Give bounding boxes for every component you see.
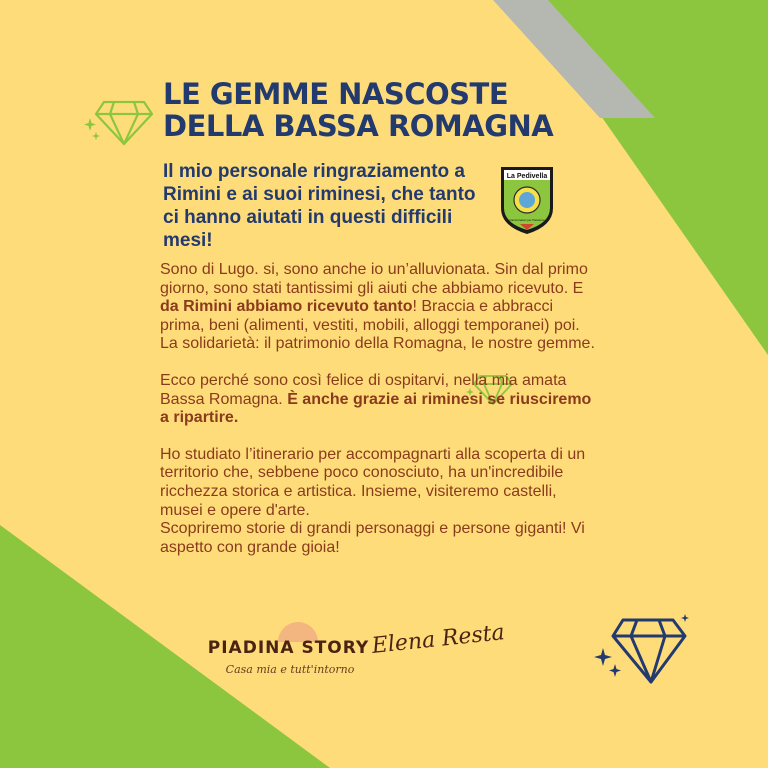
p1-text-a: Sono di Lugo. si, sono anche io un’alluvionata. Sin dal primo giorno, sono stati tantissimi gli aiuti che abbiamo ricevuto. E (160, 261, 588, 297)
badge-name: La Pedivella (506, 173, 548, 180)
title-line-1: LE GEMME NASCOSTE (163, 77, 509, 111)
p2-text-bold: È anche grazie ai riminesi se riusciremo a ripartire. (160, 390, 592, 427)
brand-tagline: Casa mia e tutt'intorno (225, 663, 355, 676)
subtitle: Il mio personale ringraziamento a Rimini e ai suoi riminesi, che tanto ci hanno aiutati in questi difficili mesi! (163, 161, 476, 251)
title-line-2: DELLA BASSA ROMAGNA (163, 109, 554, 143)
page-title (163, 78, 583, 142)
paragraph-1 (160, 261, 600, 354)
la-pedivella-badge (498, 164, 556, 236)
p3-text-a: Ho studiato l’itinerario per accompagnarti alla scoperta di un territorio che, sebbene poco conosciuto, ha un'incredibile ricchezza storica e artistica. Insieme, visiteremo castelli, musei e opere d'arte. (160, 445, 586, 519)
p3-text-b: Scopriremo storie di grandi personaggi e persone giganti! Vi aspetto con grande gioia! (160, 520, 585, 556)
diamond-sparkle-icon (84, 96, 156, 148)
p1-text-bold: da Rimini abbiamo ricevuto tanto (160, 298, 413, 316)
paragraph-3 (160, 446, 600, 558)
p2-text-a: Ecco perché sono così felice di ospitarvi, nella mia amata Bassa Romagna. (160, 371, 567, 408)
brand-name: PIADINA STORY (207, 638, 370, 658)
p1-text-c: ! Braccia e abbracci prima, beni (alimenti, vestiti, mobili, alloggi temporanei) poi. La solidarietà: il patrimonio della Romagna, le nostre gemme. (160, 298, 595, 353)
piadina-story-logo (206, 620, 371, 682)
diamond-navy-icon (593, 612, 691, 688)
paragraph-2 (160, 372, 600, 428)
badge-motto: Camminatori per Passione (509, 218, 545, 222)
signature: Elena Resta (370, 620, 506, 659)
body-text (160, 261, 600, 557)
